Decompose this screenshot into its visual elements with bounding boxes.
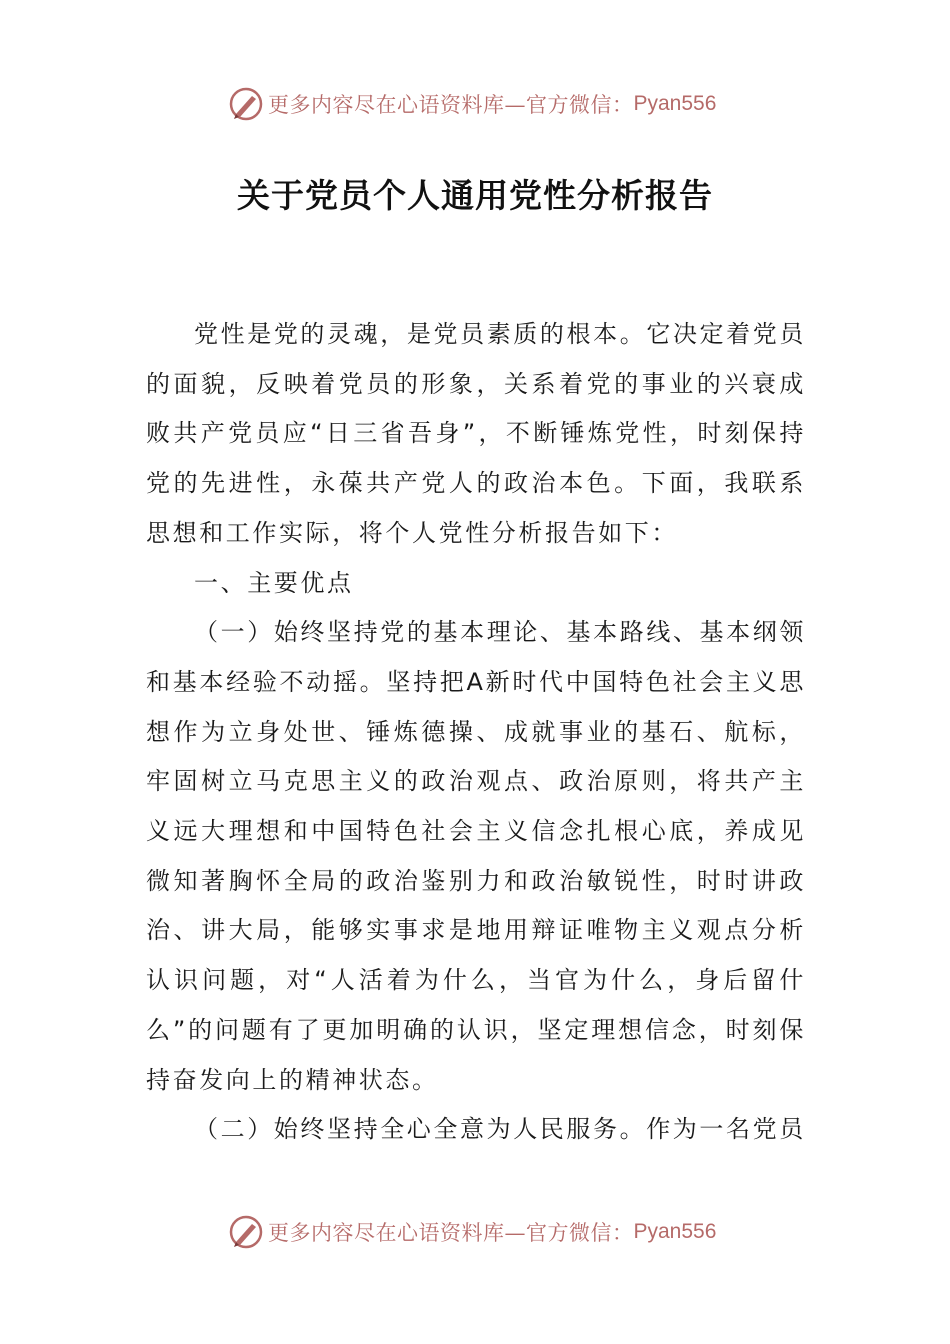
banner-text: 更多内容尽在心语资料库—官方微信： bbox=[268, 1221, 634, 1245]
document-body bbox=[146, 310, 806, 1155]
pen-logo-icon bbox=[228, 1214, 264, 1250]
section-heading: 一、主要优点 bbox=[194, 568, 354, 597]
banner-contact: Pyan556 bbox=[633, 92, 717, 115]
banner-contact: Pyan556 bbox=[633, 1220, 717, 1243]
pen-logo-icon bbox=[228, 86, 264, 122]
footer-banner bbox=[228, 1212, 716, 1252]
banner-text: 更多内容尽在心语资料库—官方微信： bbox=[268, 93, 634, 117]
document-title: 关于党员个人通用党性分析报告 bbox=[237, 176, 713, 215]
paragraph-point-1: （一）始终坚持党的基本理论、基本路线、基本纲领和基本经验不动摇。坚持把A新时代中国特色社会主义思想作为立身处世、锤炼德操、成就事业的基石、航标，牢固树立马克思主义的政治观点、政治原则，将共产主义远大理想和中国特色社会主义信念扎根心底，养成见微知著胸怀全局的政治鉴别力和政治敏锐性，时时讲政治、讲大局，能够实事求是地用辩证唯物主义观点分析认识问题，对“人活着为什么，当官为什么，身后留什么”的问题有了更加明确的认识，坚定理想信念，时刻保持奋发向上的精神状态。 bbox=[146, 618, 806, 1094]
header-banner bbox=[228, 84, 716, 124]
paragraph-point-2: （二）始终坚持全心全意为人民服务。作为一名党员 bbox=[194, 1115, 806, 1144]
paragraph-intro: 党性是党的灵魂，是党员素质的根本。它决定着党员的面貌，反映着党员的形象，关系着党的事业的兴衰成败共产党员应“日三省吾身”，不断锤炼党性，时刻保持党的先进性，永葆共产党人的政治本色。下面，我联系思想和工作实际，将个人党性分析报告如下： bbox=[146, 320, 806, 547]
